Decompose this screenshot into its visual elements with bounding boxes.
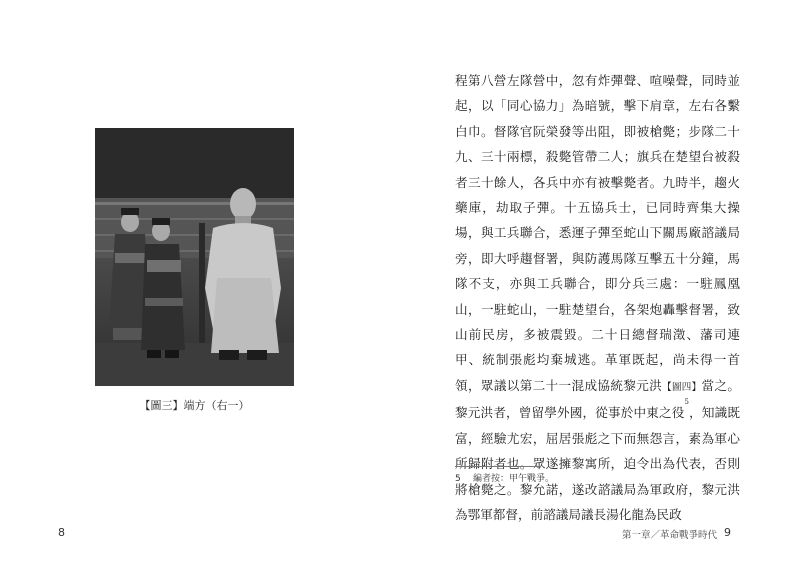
body-segment-2: 當之。黎元洪者，曾留學外國，從事於中東之役	[455, 377, 740, 421]
caption-text: 端方（右一）	[183, 399, 250, 412]
footnote-rule	[455, 466, 540, 467]
footnote-reference[interactable]: 5	[684, 398, 689, 407]
page-number-right: 9	[724, 526, 731, 539]
historical-photo	[95, 128, 294, 386]
body-segment-1: 程第八營左隊營中，忽有炸彈聲、喧噪聲，同時並起，以「同心協力」為暗號，擊下肩章，左右各繫白巾。督隊官阮榮發等出阻，即被槍斃；步隊二十九、三十兩標，殺斃管帶二人；旗兵在楚望台被殺者三十餘人，各兵中亦有被擊斃者。九時半，趨火藥庫，劫取子彈。十五協兵士，已同時齊集大操場，與工兵聯合，悉運子彈至蛇山下關馬廠諮議局旁，即大呼趨督署，與防護馬隊互擊五十分鐘，馬隊不支，亦與工兵聯合，即分兵三處：一駐鳳凰山，一駐蛇山，一駐楚望台，各架炮轟擊督署，致山前民房，多被震毀。二十日總督瑞澂、藩司連甲、統制張彪均棄城逃。革軍既起，尚未得一首領，眾議以第二十一混成協統黎元洪	[455, 73, 740, 393]
photo-illustration	[95, 128, 294, 386]
footnote-text: 編者按：甲午戰爭。	[473, 474, 555, 484]
body-paragraph	[455, 68, 740, 527]
figure-reference: 【圖四】	[662, 381, 702, 393]
footnote	[455, 471, 554, 484]
footnote-number: 5	[455, 474, 461, 484]
body-segment-3: ，知識既富，經驗尤宏，屈居張彪之下而無怨言，素為軍心所歸附者也。眾遂擁黎寓所，迫令出為代表，否則將槍斃之。黎允諾，遂改諮議局為軍政府，黎元洪為鄂軍都督，前諮議局議長湯化龍為民政	[455, 405, 741, 522]
photo-caption	[95, 397, 294, 413]
page-number-left: 8	[58, 526, 65, 539]
body-text	[455, 68, 740, 527]
caption-figure-label: 【圖三】	[139, 399, 184, 412]
running-head: 第一章／革命戰爭時代	[622, 530, 718, 541]
